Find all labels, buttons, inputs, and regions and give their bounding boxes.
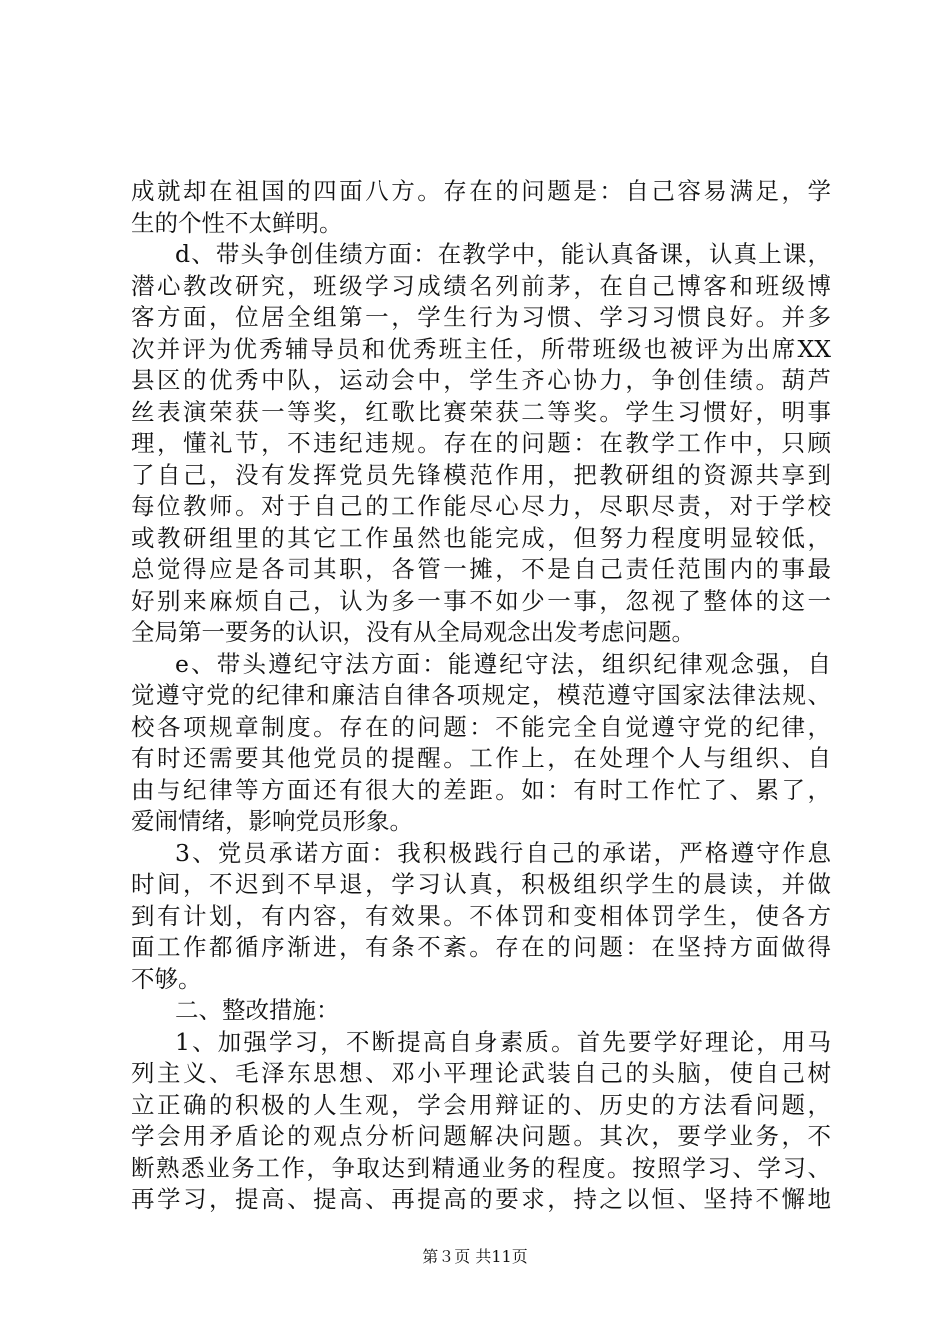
text-line: 每位教师。对于自己的工作能尽心尽力，尽职尽责，对于学校 [131,492,831,520]
text-line: 次并评为优秀辅导员和优秀班主任，所带班级也被评为出席XX [131,334,831,363]
text-line: 到有计划，有内容，有效果。不体罚和变相体罚学生，使各方 [131,901,831,930]
text-line: 好别来麻烦自己，认为多一事不如少一事，忽视了整体的这一 [131,586,831,615]
text-line: 面工作都循序渐进，有条不紊。存在的问题：在坚持方面做得 [131,933,831,961]
text-line: 客方面，位居全组第一，学生行为习惯、学习习惯良好。并多 [131,303,831,331]
text-line: 全局第一要务的认识，没有从全局观念出发考虑问题。 [131,618,695,646]
text-line: 成就却在祖国的四面八方。存在的问题是：自己容易满足，学 [131,177,831,205]
text-line: 丝表演荣获一等奖，红歌比赛荣获二等奖。学生习惯好，明事 [131,397,831,426]
text-line: 不够。 [131,964,202,993]
text-line: 县区的优秀中队，运动会中，学生齐心协力，争创佳绩。葫芦 [131,366,831,394]
text-line: d、带头争创佳绩方面：在教学中，能认真备课，认真上课， [175,240,831,268]
page-footer [0,1244,950,1267]
text-line: 爱闹情绪，影响党员形象。 [131,807,413,835]
text-line: 潜心教改研究，班级学习成绩名列前茅，在自己博客和班级博 [131,271,831,300]
text-line: 再学习，提高、提高、再提高的要求，持之以恒、坚持不懈地 [131,1185,831,1213]
text-line: 断熟悉业务工作，争取达到精通业务的程度。按照学习、学习、 [131,1153,831,1182]
paragraph-lines [131,176,831,1216]
text-line: 立正确的积极的人生观，学会用辩证的、历史的方法看问题， [131,1090,831,1119]
text-line: 列主义、毛泽东思想、邓小平理论武装自己的头脑，使自己树 [131,1059,831,1087]
text-line: 二、整改措施： [175,996,340,1024]
document-body [131,176,831,1216]
text-line: 3、党员承诺方面：我积极践行自己的承诺，严格遵守作息 [175,838,831,867]
text-line: 或教研组里的其它工作虽然也能完成，但努力程度明显较低， [131,523,831,552]
text-line: 觉遵守党的纪律和廉洁自律各项规定，模范遵守国家法律法规、 [131,681,831,709]
text-line: 时间，不迟到不早退，学习认真，积极组织学生的晨读，并做 [131,870,831,898]
text-line: 了自己，没有发挥党员先锋模范作用，把教研组的资源共享到 [131,460,831,489]
text-line: 理，懂礼节，不违纪违规。存在的问题：在教学工作中，只顾 [131,429,831,457]
text-line: 1、加强学习，不断提高自身素质。首先要学好理论，用马 [175,1027,831,1056]
text-line: 学会用矛盾论的观点分析问题解决问题。其次，要学业务，不 [131,1122,831,1150]
text-line: 校各项规章制度。存在的问题：不能完全自觉遵守党的纪律， [131,712,831,741]
text-line: 由与纪律等方面还有很大的差距。如：有时工作忙了、累了， [131,775,831,804]
text-line: e、带头遵纪守法方面：能遵纪守法，组织纪律观念强，自 [175,649,831,678]
text-line: 总觉得应是各司其职，各管一摊，不是自己责任范围内的事最 [131,555,831,583]
text-line: 生的个性不太鲜明。 [131,208,343,237]
page-number: 第３页 共11页 [422,1247,528,1266]
text-line: 有时还需要其他党员的提醒。工作上，在处理个人与组织、自 [131,744,831,772]
